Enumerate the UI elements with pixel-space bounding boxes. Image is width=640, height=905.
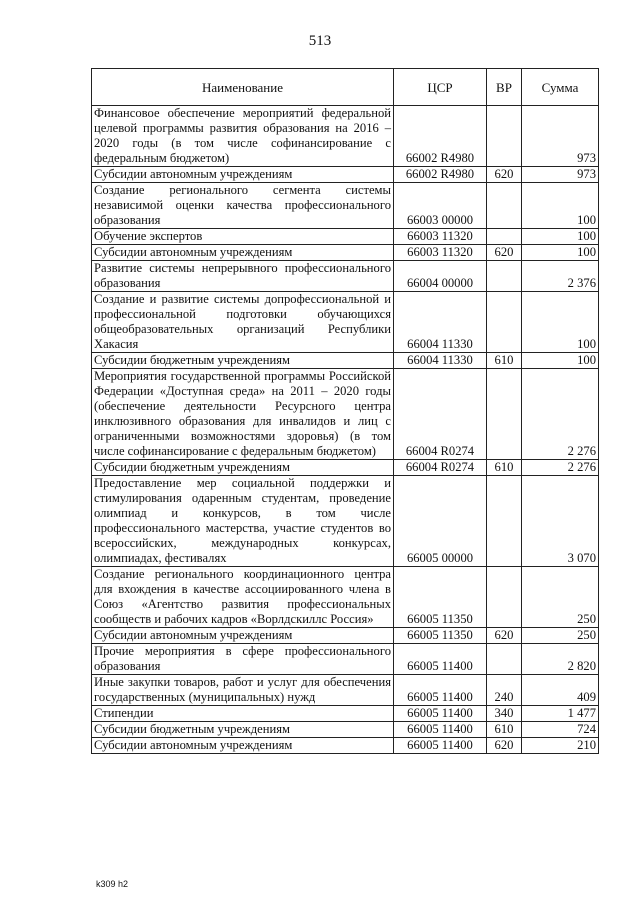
row-vr-cell	[487, 183, 522, 229]
table-row	[92, 476, 599, 567]
header-name: Наименование	[92, 69, 394, 106]
row-name-cell: Предоставление мер социальной поддержки и стимулирования одаренным студентам, проведение олимпиад и конкурсов, в том числе профессионального мастерства, участие студентов во всероссийских, международных конкурсах, олимпиадах, фестивалях	[92, 476, 394, 567]
table-row	[92, 261, 599, 292]
row-vr-cell	[487, 369, 522, 460]
row-vr-cell	[487, 292, 522, 353]
row-name-cell: Субсидии автономным учреждениям	[92, 167, 394, 183]
table-row	[92, 644, 599, 675]
row-csr-cell: 66004 11330	[394, 292, 487, 353]
row-sum-cell: 100	[522, 292, 599, 353]
row-sum-cell: 210	[522, 738, 599, 754]
table-row	[92, 706, 599, 722]
page-number: 513	[308, 33, 332, 49]
row-vr-cell	[487, 567, 522, 628]
row-csr-cell: 66005 11400	[394, 738, 487, 754]
table-row	[92, 167, 599, 183]
table-row	[92, 245, 599, 261]
row-sum-cell: 2 276	[522, 460, 599, 476]
row-vr-cell: 610	[487, 353, 522, 369]
row-vr-cell: 610	[487, 460, 522, 476]
row-sum-cell: 3 070	[522, 476, 599, 567]
row-name-cell: Субсидии автономным учреждениям	[92, 738, 394, 754]
header-sum: Сумма	[522, 69, 599, 106]
row-vr-cell	[487, 476, 522, 567]
row-csr-cell: 66005 11350	[394, 628, 487, 644]
row-name-cell: Стипендии	[92, 706, 394, 722]
row-name-cell: Создание регионального координационного центра для вхождения в качестве ассоциированного члена в Союз «Агентство развития профессиональных сообществ и рабочих кадров «Ворлдскиллс Россия»	[92, 567, 394, 628]
row-name-cell: Мероприятия государственной программы Российской Федерации «Доступная среда» на 2011 – 2020 годы (обеспечение деятельности Ресурсного центра инклюзивного образования для инвалидов и лиц с ограниченными возможностями здоровья) (в том числе софинансирование с федеральным бюджетом)	[92, 369, 394, 460]
row-vr-cell: 620	[487, 738, 522, 754]
row-sum-cell: 100	[522, 183, 599, 229]
header-csr: ЦСР	[394, 69, 487, 106]
row-sum-cell: 100	[522, 229, 599, 245]
row-vr-cell	[487, 261, 522, 292]
budget-table	[91, 68, 599, 754]
table-row	[92, 369, 599, 460]
row-name-cell: Субсидии бюджетным учреждениям	[92, 353, 394, 369]
row-name-cell: Прочие мероприятия в сфере профессионального образования	[92, 644, 394, 675]
row-csr-cell: 66003 00000	[394, 183, 487, 229]
table-row	[92, 460, 599, 476]
row-csr-cell: 66002 R4980	[394, 106, 487, 167]
row-name-cell: Создание регионального сегмента системы независимой оценки качества профессионального образования	[92, 183, 394, 229]
row-sum-cell: 100	[522, 353, 599, 369]
row-csr-cell: 66003 11320	[394, 245, 487, 261]
table-row	[92, 183, 599, 229]
row-sum-cell: 250	[522, 567, 599, 628]
row-csr-cell: 66002 R4980	[394, 167, 487, 183]
table-header-row	[92, 69, 599, 106]
row-csr-cell: 66005 11400	[394, 706, 487, 722]
row-sum-cell: 409	[522, 675, 599, 706]
row-name-cell: Субсидии бюджетным учреждениям	[92, 460, 394, 476]
table-row	[92, 292, 599, 353]
row-vr-cell: 620	[487, 628, 522, 644]
row-name-cell: Субсидии бюджетным учреждениям	[92, 722, 394, 738]
row-csr-cell: 66005 11350	[394, 567, 487, 628]
row-csr-cell: 66003 11320	[394, 229, 487, 245]
row-csr-cell: 66005 11400	[394, 644, 487, 675]
row-vr-cell: 340	[487, 706, 522, 722]
row-name-cell: Обучение экспертов	[92, 229, 394, 245]
row-vr-cell	[487, 229, 522, 245]
table-row	[92, 567, 599, 628]
row-csr-cell: 66004 R0274	[394, 369, 487, 460]
table-row	[92, 229, 599, 245]
row-name-cell: Иные закупки товаров, работ и услуг для обеспечения государственных (муниципальных) нужд	[92, 675, 394, 706]
row-name-cell: Развитие системы непрерывного профессионального образования	[92, 261, 394, 292]
row-vr-cell	[487, 106, 522, 167]
row-sum-cell: 2 820	[522, 644, 599, 675]
row-vr-cell: 610	[487, 722, 522, 738]
row-csr-cell: 66005 11400	[394, 675, 487, 706]
row-vr-cell	[487, 644, 522, 675]
row-name-cell: Финансовое обеспечение мероприятий федеральной целевой программы развития образования на 2016 – 2020 годы (в том числе софинансирование с федеральным бюджетом)	[92, 106, 394, 167]
row-sum-cell: 973	[522, 106, 599, 167]
row-name-cell: Создание и развитие системы допрофессиональной и профессиональной подготовки обучающихся общеобразовательных организаций Республики Хакасия	[92, 292, 394, 353]
footer-code: k309 h2	[96, 879, 129, 889]
row-sum-cell: 250	[522, 628, 599, 644]
row-name-cell: Субсидии автономным учреждениям	[92, 628, 394, 644]
table-row	[92, 722, 599, 738]
row-sum-cell: 973	[522, 167, 599, 183]
row-vr-cell: 620	[487, 167, 522, 183]
row-csr-cell: 66005 11400	[394, 722, 487, 738]
row-csr-cell: 66004 11330	[394, 353, 487, 369]
table-row	[92, 628, 599, 644]
row-vr-cell: 240	[487, 675, 522, 706]
header-vr: ВР	[487, 69, 522, 106]
row-name-cell: Субсидии автономным учреждениям	[92, 245, 394, 261]
row-csr-cell: 66005 00000	[394, 476, 487, 567]
row-csr-cell: 66004 R0274	[394, 460, 487, 476]
row-sum-cell: 1 477	[522, 706, 599, 722]
row-vr-cell: 620	[487, 245, 522, 261]
row-sum-cell: 2 376	[522, 261, 599, 292]
row-csr-cell: 66004 00000	[394, 261, 487, 292]
table-row	[92, 106, 599, 167]
row-sum-cell: 100	[522, 245, 599, 261]
table-row	[92, 675, 599, 706]
table-row	[92, 738, 599, 754]
table-row	[92, 353, 599, 369]
row-sum-cell: 724	[522, 722, 599, 738]
row-sum-cell: 2 276	[522, 369, 599, 460]
